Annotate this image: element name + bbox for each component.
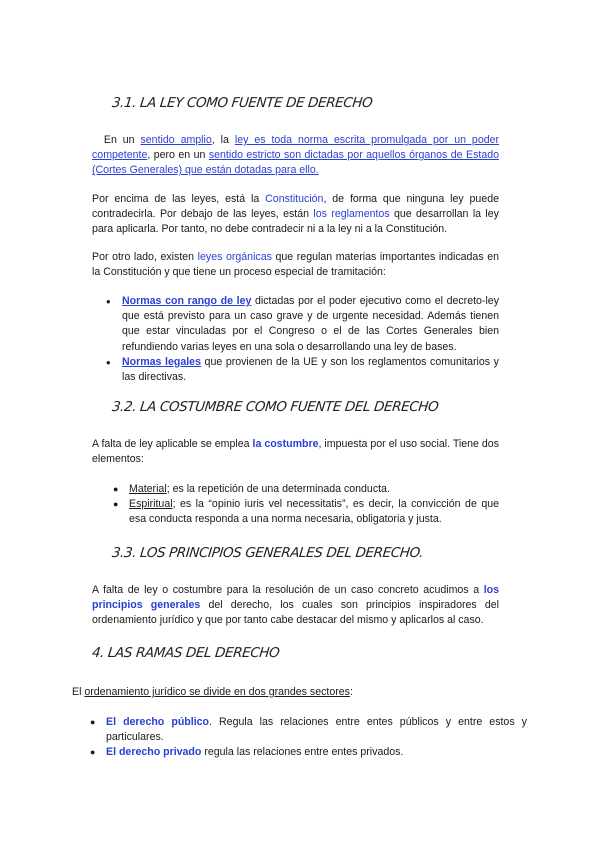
list-item: • Normas con rango de ley dictadas por el poder ejecutivo como el decreto-ley que está previsto para un caso grave y de urgente necesidad. Además tienen que estar vinculadas por el Congreso o el de las Cortes Generales bien refundiendo varias leyes en una sola o desarrollando una ley de bases. — [106, 294, 499, 353]
reglamentos-term: los reglamentos — [313, 208, 390, 221]
bullet-icon: ● — [113, 499, 119, 510]
la-costumbre-term: la costumbre — [252, 438, 319, 450]
section-3-1-heading: 3.1. LA LEY COMO FUENTE DE DERECHO — [111, 95, 374, 111]
section-3-2-list — [113, 482, 499, 528]
ordenamiento-juridico-term: ordenamiento jurídico se divide en dos grandes sectores — [84, 686, 350, 698]
normas-legales-link[interactable]: Normas legales — [122, 355, 201, 368]
bullet-icon: • — [106, 354, 111, 370]
leyes-organicas-term: leyes orgánicas — [197, 251, 272, 263]
section-4-list — [90, 715, 527, 761]
bullet-icon: ● — [90, 747, 96, 758]
list-item: ● El derecho privado regula las relaciones entre entes privados. — [90, 745, 527, 760]
section-3-3-heading: 3.3. LOS PRINCIPIOS GENERALES DEL DERECHO. — [111, 545, 424, 561]
section-3-1-paragraph-3: Por otro lado, existen leyes orgánicas que regulan materias importantes indicadas en la Constitución y que tiene un proceso especial de tramitación: — [92, 251, 499, 279]
material-term: Material — [129, 483, 167, 495]
section-3-3-paragraph: A falta de ley o costumbre para la resolución de un caso concreto acudimos a los principios generales del derecho, los cuales son principios inspiradores del ordenamiento jurídico y que por tanto cabe destacar del mismo y aplicarlos al caso. — [92, 584, 500, 627]
bullet-icon: ● — [90, 717, 96, 727]
section-3-2-heading: 3.2. LA COSTUMBRE COMO FUENTE DEL DERECHO — [111, 399, 440, 415]
ley-definition-link[interactable]: ley es toda norma escrita promulgada por un poder competente — [92, 134, 500, 162]
section-4-heading: 4. LAS RAMAS DEL DERECHO — [91, 645, 281, 661]
derecho-privado-term: El derecho privado — [106, 746, 202, 759]
sentido-amplio-link[interactable]: sentido amplio — [140, 134, 212, 146]
espiritual-term: Espiritual — [129, 498, 173, 511]
derecho-publico-term: El derecho público — [106, 716, 210, 728]
bullet-icon: ● — [113, 484, 119, 494]
principios-generales-term: los principios generales — [92, 584, 499, 612]
bullet-icon: • — [106, 294, 111, 309]
section-3-1-paragraph-2: Por encima de las leyes, está la Constitución, de forma que ninguna ley puede contradecirla. Por debajo de las leyes, están los reglamentos que desarrollan la ley para aplicarla. Por tanto, no debe contradecir ni a la ley ni a la Constitución. — [92, 193, 499, 236]
sentido-estricto-link[interactable]: sentido estricto son dictadas por aquellos órganos de Estado (Cortes Generales) que están dotadas para ello. — [92, 149, 499, 177]
section-3-2-paragraph: A falta de ley aplicable se emplea la costumbre, impuesta por el uso social. Tiene dos elementos: — [92, 438, 499, 466]
normas-rango-ley-link[interactable]: Normas con rango de ley — [122, 295, 252, 307]
list-item: ● Material; es la repetición de una determinada conducta. — [113, 482, 499, 497]
list-item: ● Espiritual; es la “opinio iuris vel necessitatis”, es decir, la convicción de que esa conducta responda a una norma necesaria, obligatoria y justa. — [113, 498, 499, 526]
list-item: • Normas legales que provienen de la UE y son los reglamentos comunitarios y las directivas. — [106, 354, 499, 384]
constitucion-term: Constitución — [265, 193, 324, 205]
section-4-intro: El ordenamiento jurídico se divide en dos grandes sectores: — [72, 686, 353, 698]
section-3-1-paragraph-1: En un sentido amplio, la ley es toda norma escrita promulgada por un poder competente, pero en un sentido estricto son dictadas por aquellos órganos de Estado (Cortes Generales) que están dotadas para ello. — [92, 134, 500, 177]
list-item: ● El derecho público. Regula las relaciones entre entes públicos y entre estos y particulares. — [90, 716, 527, 744]
section-3-1-list — [106, 294, 499, 385]
